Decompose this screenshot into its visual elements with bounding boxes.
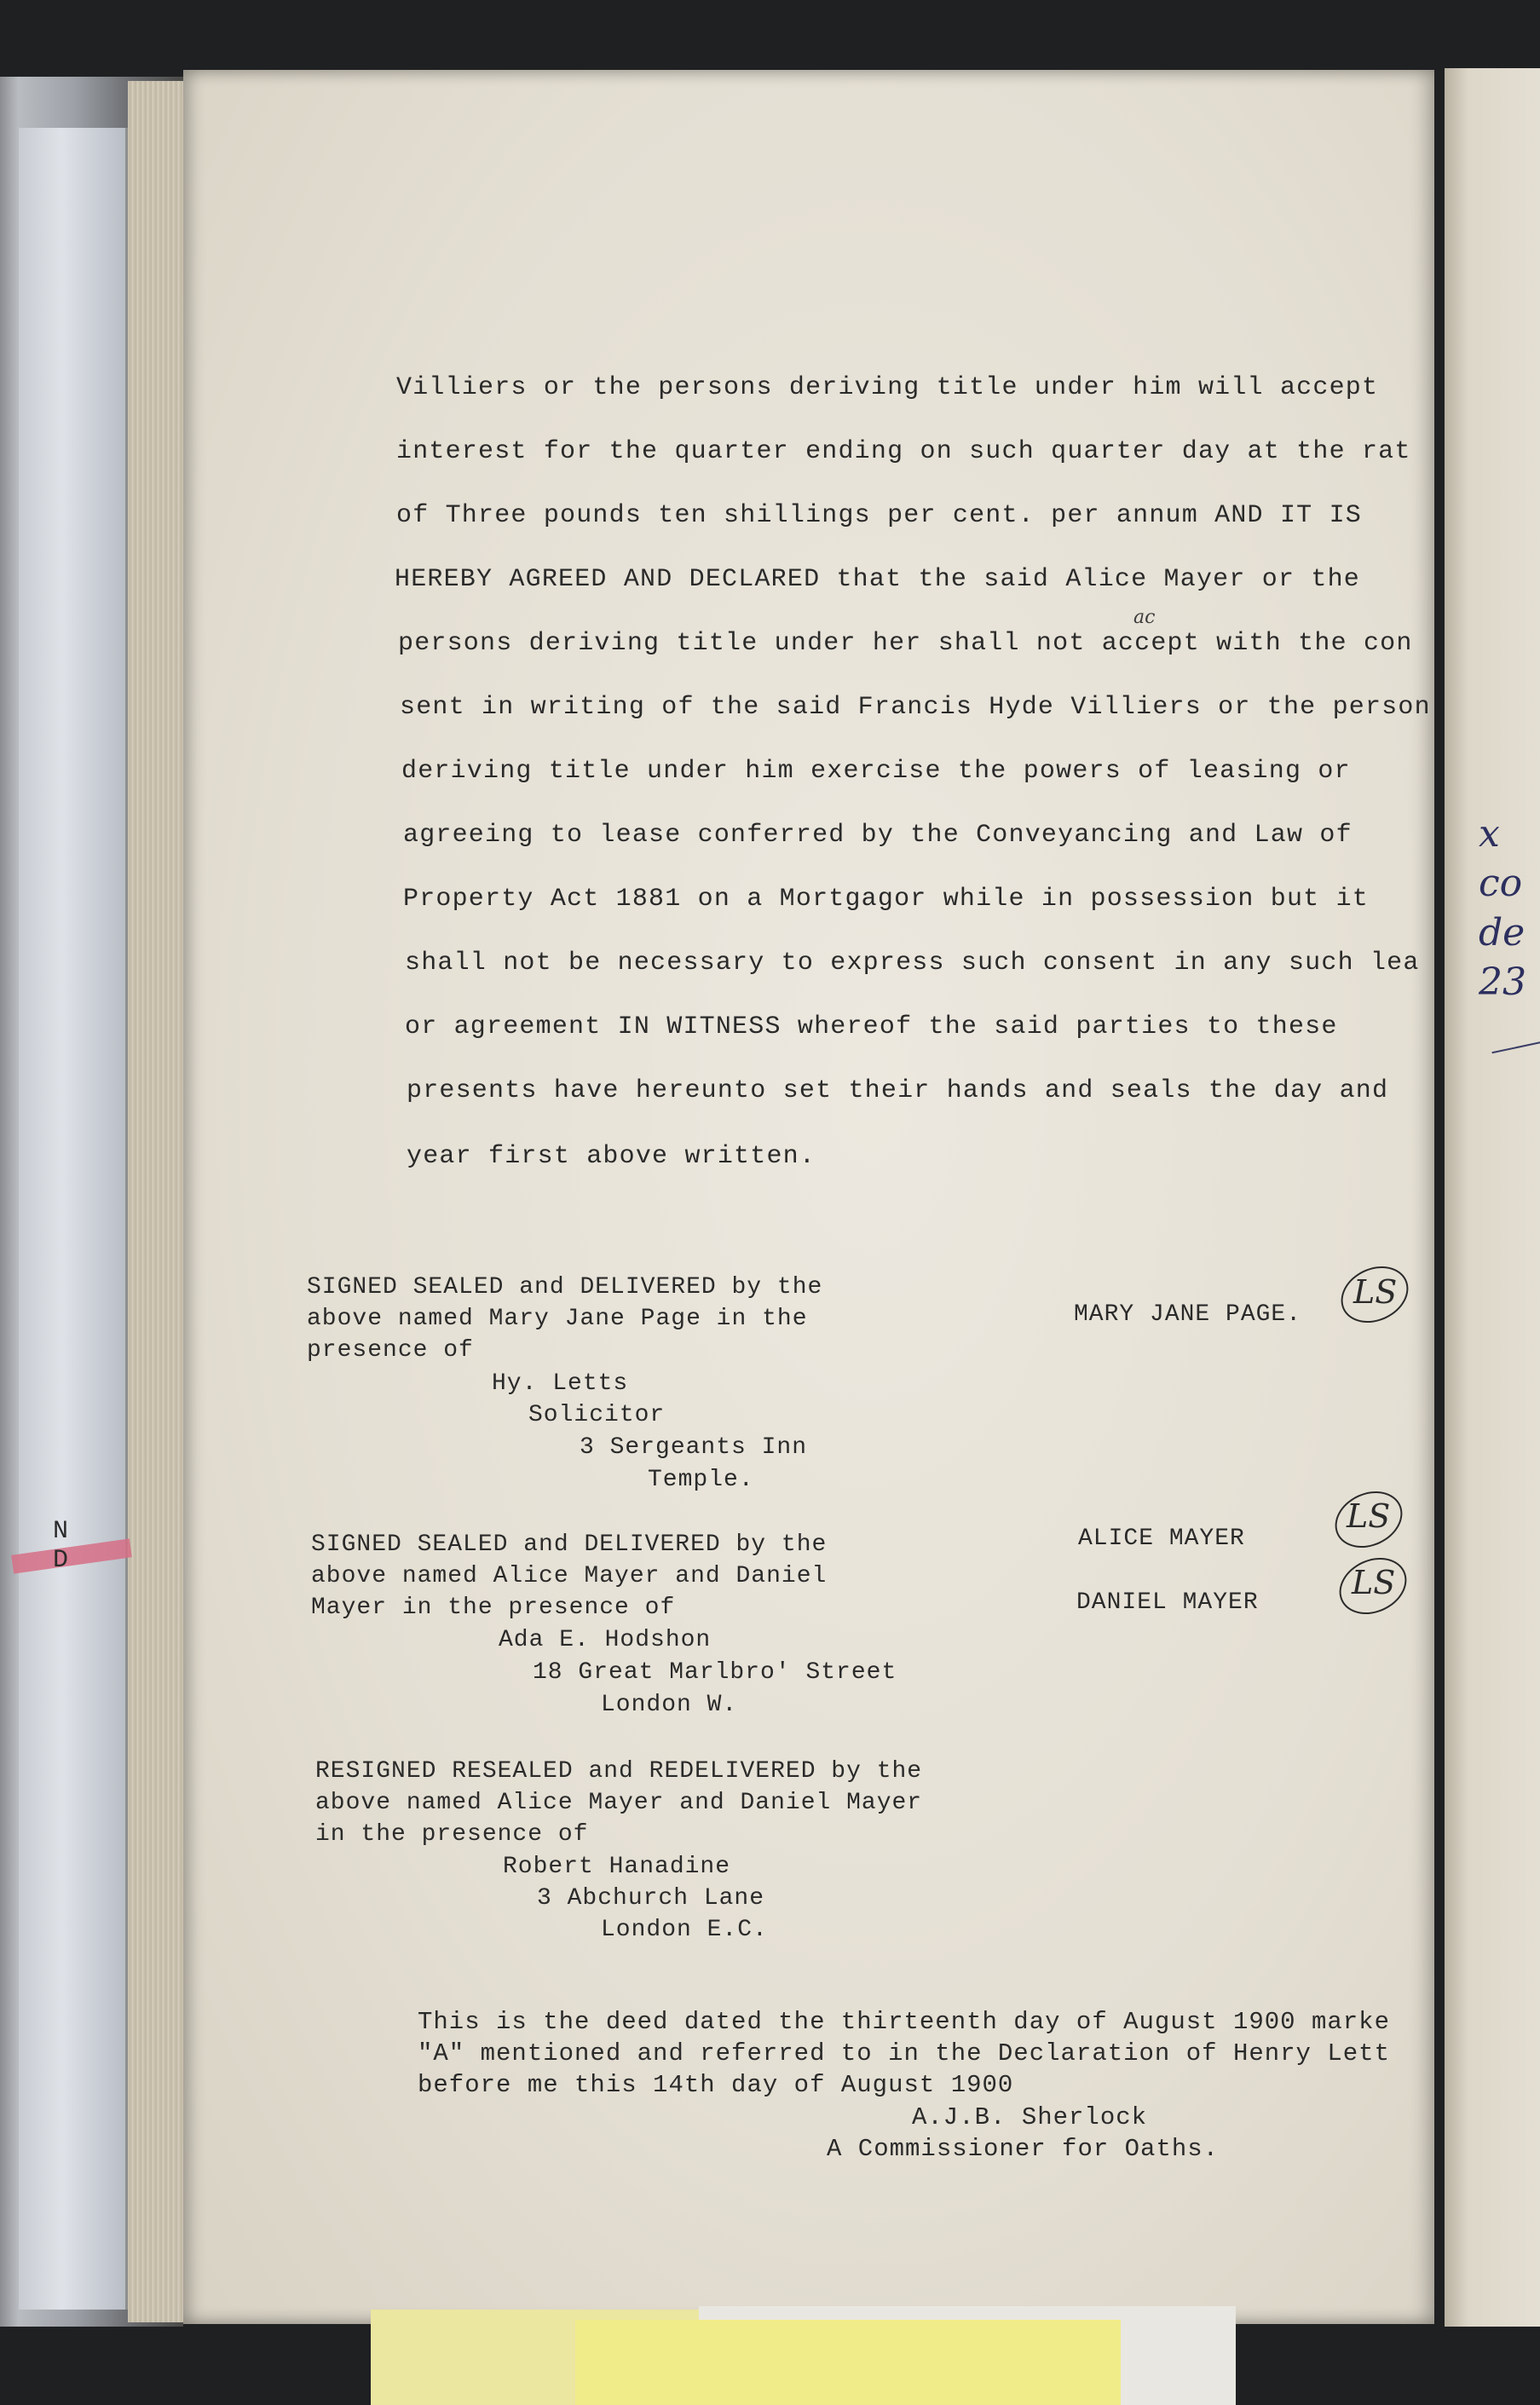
witness-address: 3 Abchurch Lane	[537, 1885, 765, 1912]
witness-address: London W.	[601, 1692, 738, 1718]
body-line: year first above written.	[407, 1142, 816, 1171]
commissioner-note-line: This is the deed dated the thirteenth day of August 1900 marke	[418, 2008, 1390, 2036]
witness-name: Robert Hanadine	[503, 1854, 731, 1880]
signatory-name: DANIEL MAYER	[1076, 1589, 1259, 1616]
paper-slip	[575, 2320, 1121, 2405]
seal-initials: LS	[1347, 1497, 1391, 1535]
body-line: persons deriving title under her shall not accept with the con	[398, 629, 1413, 658]
body-line: Villiers or the persons deriving title under him will accept	[396, 373, 1379, 402]
attestation-line: Mayer in the presence of	[311, 1595, 676, 1621]
body-line: of Three pounds ten shillings per cent. per annum AND IT IS	[396, 501, 1362, 530]
witness-address: 3 Sergeants Inn	[580, 1434, 808, 1461]
body-line: shall not be necessary to express such consent in any such lea	[405, 949, 1420, 978]
attestation-line: RESIGNED RESEALED and REDELIVERED by the	[315, 1758, 923, 1785]
signatory-name: ALICE MAYER	[1078, 1525, 1245, 1552]
correction-mark: ac	[1133, 607, 1156, 628]
document-page	[183, 70, 1434, 2324]
binding-spine	[19, 128, 129, 2310]
body-line: Property Act 1881 on a Mortgagor while in possession but it	[403, 885, 1369, 914]
right-page	[1445, 68, 1540, 2327]
commissioner-name: A.J.B. Sherlock	[912, 2103, 1148, 2131]
attestation-line: in the presence of	[315, 1821, 589, 1848]
attestation-line: above named Mary Jane Page in the	[307, 1306, 808, 1332]
commissioner-note-line: before me this 14th day of August 1900	[418, 2071, 1014, 2099]
binding-letters: N D	[53, 1517, 69, 1575]
body-line: interest for the quarter ending on such quarter day at the rat	[396, 437, 1411, 466]
signatory-name: MARY JANE PAGE.	[1074, 1301, 1302, 1328]
body-line: deriving title under him exercise the powers of leasing or	[401, 757, 1351, 786]
witness-name: Hy. Letts	[492, 1370, 629, 1397]
witness-address: 18 Great Marlbro' Street	[533, 1659, 897, 1686]
witness-address: Temple.	[648, 1467, 754, 1493]
witness-address: London E.C.	[601, 1917, 768, 1943]
witness-name: Ada E. Hodshon	[499, 1627, 712, 1653]
page-edges	[128, 81, 187, 2322]
body-line: sent in writing of the said Francis Hyde Villiers or the person	[400, 693, 1431, 722]
attestation-line: presence of	[307, 1337, 474, 1364]
body-line: HEREBY AGREED AND DECLARED that the said Alice Mayer or the	[395, 565, 1360, 594]
attestation-line: SIGNED SEALED and DELIVERED by the	[307, 1274, 823, 1301]
attestation-line: above named Alice Mayer and Daniel Mayer	[315, 1790, 923, 1816]
seal-initials: LS	[1352, 1564, 1396, 1601]
witness-occupation: Solicitor	[528, 1402, 666, 1428]
attestation-line: SIGNED SEALED and DELIVERED by the	[311, 1531, 828, 1558]
body-line: presents have hereunto set their hands and seals the day and	[407, 1076, 1389, 1105]
commissioner-note-line: "A" mentioned and referred to in the Declaration of Henry Lett	[418, 2039, 1390, 2068]
commissioner-title: A Commissioner for Oaths.	[827, 2135, 1220, 2163]
seal-initials: LS	[1353, 1273, 1398, 1311]
body-line: agreeing to lease conferred by the Conveyancing and Law of	[403, 821, 1353, 850]
body-line: or agreement IN WITNESS whereof the said parties to these	[405, 1012, 1338, 1041]
attestation-line: above named Alice Mayer and Daniel	[311, 1563, 828, 1589]
right-page-scribble: x co de 23	[1479, 812, 1526, 1004]
